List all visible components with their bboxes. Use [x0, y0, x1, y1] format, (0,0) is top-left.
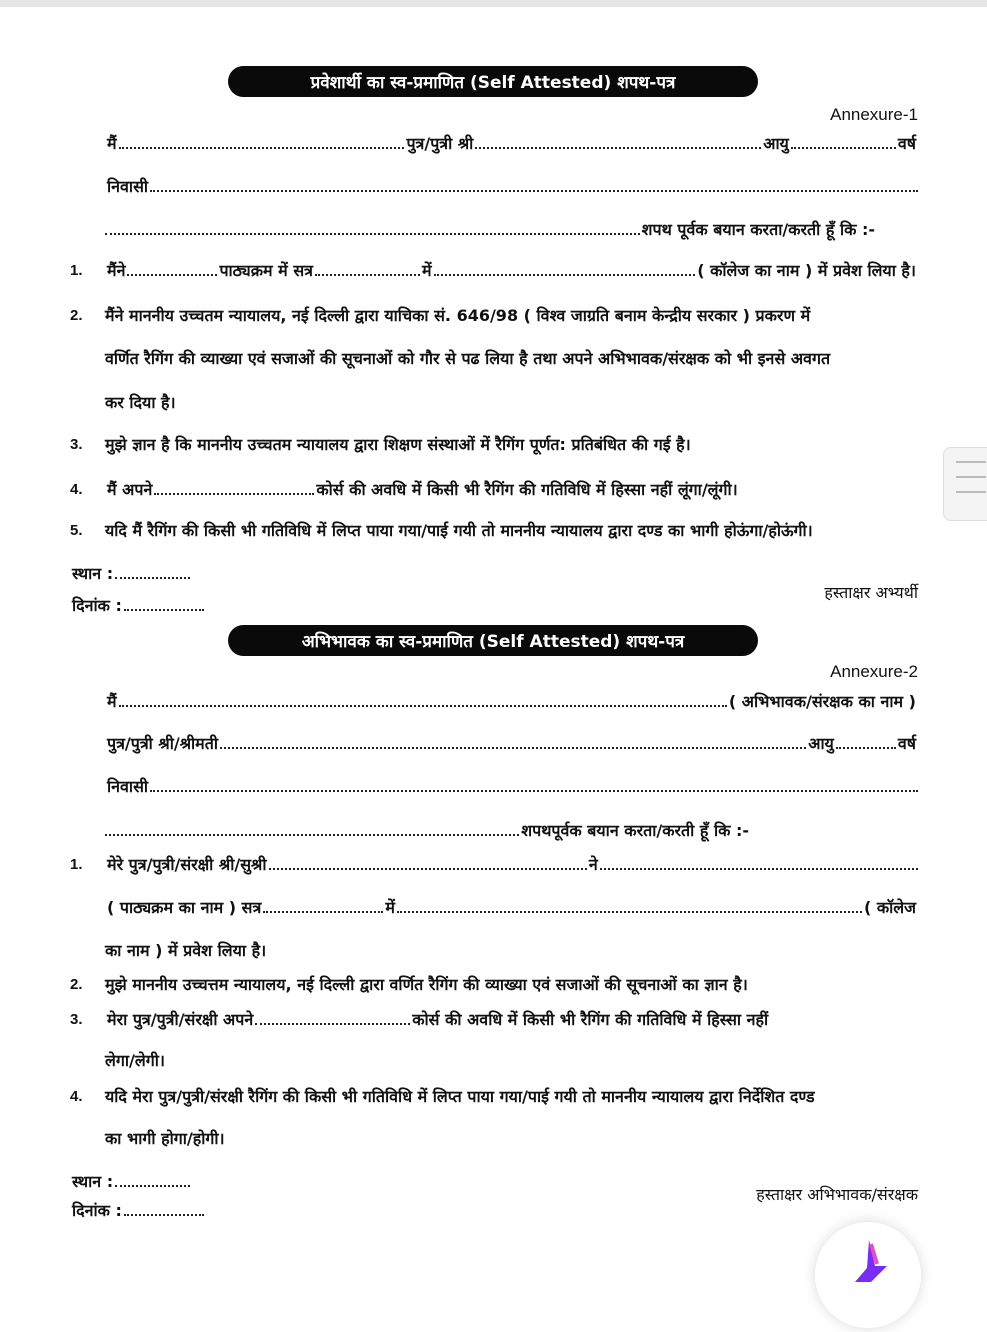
form1-item-2-line-2: वर्णित रैगिंग की व्याख्या एवं सजाओं की सूचनाओं को गौर से पढ लिया है तथा अपने अभिभावक/संरक्षक को भी इनसे अवगत	[105, 349, 831, 368]
item-number: 2.	[70, 307, 83, 324]
assistant-button[interactable]	[815, 1222, 921, 1328]
item-number: 3.	[70, 436, 83, 453]
college-field[interactable]	[397, 911, 862, 913]
form1-place	[70, 560, 918, 584]
menu-line-icon	[956, 461, 986, 463]
form2-item-1-line-3: का नाम ) में प्रवेश लिया है।	[105, 941, 267, 960]
date-field[interactable]	[124, 1214, 204, 1216]
address-field[interactable]	[150, 790, 918, 792]
form1-item-2-line-3: कर दिया है।	[105, 393, 176, 412]
form1-item-1	[105, 257, 918, 281]
form1-item-3: मुझे ज्ञान है कि माननीय उच्चतम न्यायालय द्वारा शिक्षण संस्थाओं में रैगिंग पूर्णत: प्रतिबंधित की गई है।	[105, 435, 691, 454]
label-guardian-name: ( अभिभावक/संरक्षक का नाम )	[728, 692, 916, 711]
label-years: वर्ष	[897, 734, 916, 753]
form2-item-3-line-2: लेगा/लेगी।	[105, 1051, 165, 1070]
course-field[interactable]	[255, 1023, 410, 1025]
course-field[interactable]	[154, 493, 314, 495]
date-label: दिनांक :	[72, 1201, 122, 1220]
form1-line-resident	[105, 173, 918, 197]
menu-line-icon	[956, 491, 986, 493]
address-field[interactable]	[150, 190, 918, 192]
form2-item-1-line-2	[105, 894, 918, 918]
place-label: स्थान :	[72, 564, 114, 583]
form1-item-2-line-1: मैंने माननीय उच्चतम न्यायालय, नई दिल्ली द्वारा याचिका सं. 646/98 ( विश्व जाग्रति बनाम केन्द्रीय सरकार ) प्रकरण में	[105, 306, 811, 325]
annexure-2-label: Annexure-2	[830, 662, 918, 681]
text: ( कॉलेज	[863, 898, 916, 917]
item-number: 4.	[70, 481, 83, 498]
item-number: 1.	[70, 856, 83, 873]
ward-name-field[interactable]	[269, 868, 587, 870]
date-field[interactable]	[124, 609, 204, 611]
name-field[interactable]	[119, 147, 405, 149]
label-son-daughter: पुत्र/पुत्री श्री/श्रीमती	[107, 734, 219, 753]
session-field[interactable]	[315, 274, 420, 276]
place-field[interactable]	[115, 1185, 190, 1187]
form2-item-3-line-1	[105, 1006, 918, 1030]
item-number: 2.	[70, 976, 83, 993]
label-resident: निवासी	[107, 177, 149, 196]
menu-line-icon	[956, 476, 986, 478]
text: ( कॉलेज का नाम ) में प्रवेश लिया है।	[697, 261, 916, 280]
address-field-2[interactable]	[105, 233, 640, 235]
item-number: 5.	[70, 522, 83, 539]
annexure-1-label: Annexure-1	[830, 105, 918, 124]
text: कोर्स की अवधि में किसी भी रैगिंग की गतिविधि में हिस्सा नहीं लूंगा/लूंगी।	[316, 480, 738, 499]
address-field-2[interactable]	[105, 834, 519, 836]
text: पाठ्यक्रम में सत्र	[219, 261, 313, 280]
course-field[interactable]	[127, 274, 217, 276]
parent-name-field[interactable]	[220, 747, 806, 749]
form2-item-1-line-1	[105, 851, 918, 875]
assistant-logo-icon	[815, 1222, 921, 1328]
label-years: वर्ष	[897, 134, 916, 153]
college-field[interactable]	[434, 274, 696, 276]
form1-item-4	[105, 476, 918, 500]
form2-line-parent	[105, 730, 918, 754]
form1-line-oath	[105, 216, 877, 240]
text: ने	[588, 855, 598, 874]
text: मैंने	[107, 261, 126, 280]
form2-item-2: मुझे माननीय उच्चत्तम न्यायालय, नई दिल्ली द्वारा वर्णित रैगिंग की व्याख्या एवं सजाओं की सूचनाओं का ज्ञान है।	[105, 975, 748, 994]
form2-item-4-line-1: यदि मेरा पुत्र/पुत्री/संरक्षी रैगिंग की किसी भी गतिविधि में लिप्त पाया गया/पाई गयी तो माननीय न्यायालय द्वारा निर्देशित दण्ड	[105, 1087, 815, 1106]
place-field[interactable]	[115, 577, 190, 579]
guardian-signature-label: हस्ताक्षर अभिभावक/संरक्षक	[756, 1185, 918, 1204]
label-i: मैं	[107, 692, 117, 711]
form2-line-resident	[105, 773, 918, 797]
session-field[interactable]	[263, 911, 383, 913]
text: मेरा पुत्र/पुत्री/संरक्षी अपने	[107, 1010, 254, 1029]
oath-text: शपथ पूर्वक बयान करता/करती हूँ कि :-	[641, 220, 875, 239]
date-label: दिनांक :	[72, 596, 122, 615]
age-field[interactable]	[791, 147, 896, 149]
text: ( पाठ्यक्रम का नाम ) सत्र	[107, 898, 262, 917]
text: मेरे पुत्र/पुत्री/संरक्षी श्री/सुश्री	[107, 855, 267, 874]
ward-field-2[interactable]	[600, 868, 918, 870]
oath-text: शपथपूर्वक बयान करता/करती हूँ कि :-	[521, 821, 749, 840]
form1-title: प्रवेशार्थी का स्व-प्रमाणित (Self Attested) शपथ-पत्र	[228, 66, 758, 97]
parent-name-field[interactable]	[475, 147, 761, 149]
item-number: 3.	[70, 1011, 83, 1028]
form2-line-oath	[105, 817, 751, 841]
age-field[interactable]	[836, 747, 896, 749]
side-panel-handle[interactable]	[943, 447, 987, 521]
text: में	[421, 261, 432, 280]
form1-date	[70, 592, 918, 616]
label-son-daughter: पुत्र/पुत्री श्री	[406, 134, 474, 153]
label-i: मैं	[107, 134, 117, 153]
text: कोर्स की अवधि में किसी भी रैगिंग की गतिविधि में हिस्सा नहीं	[412, 1010, 769, 1029]
top-bar	[0, 0, 987, 7]
text: में	[385, 898, 395, 917]
item-number: 1.	[70, 262, 83, 279]
form1-line-name	[105, 130, 918, 154]
place-label: स्थान :	[72, 1172, 114, 1191]
form1-item-5: यदि मैं रैगिंग की किसी भी गतिविधि में लिप्त पाया गया/पाई गयी तो माननीय न्यायालय द्वारा दण्ड का भागी होऊंगा/होऊंगी।	[105, 521, 813, 540]
form2-title: अभिभावक का स्व-प्रमाणित (Self Attested) शपथ-पत्र	[228, 625, 758, 656]
label-resident: निवासी	[107, 777, 149, 796]
text: मैं अपने	[107, 480, 153, 499]
candidate-signature-label: हस्ताक्षर अभ्यर्थी	[824, 583, 918, 602]
label-age: आयु	[763, 134, 789, 153]
item-number: 4.	[70, 1088, 83, 1105]
form2-line-name	[105, 688, 918, 712]
guardian-name-field[interactable]	[119, 705, 727, 707]
form2-item-4-line-2: का भागी होगा/होगी।	[105, 1129, 225, 1148]
label-age: आयु	[808, 734, 834, 753]
